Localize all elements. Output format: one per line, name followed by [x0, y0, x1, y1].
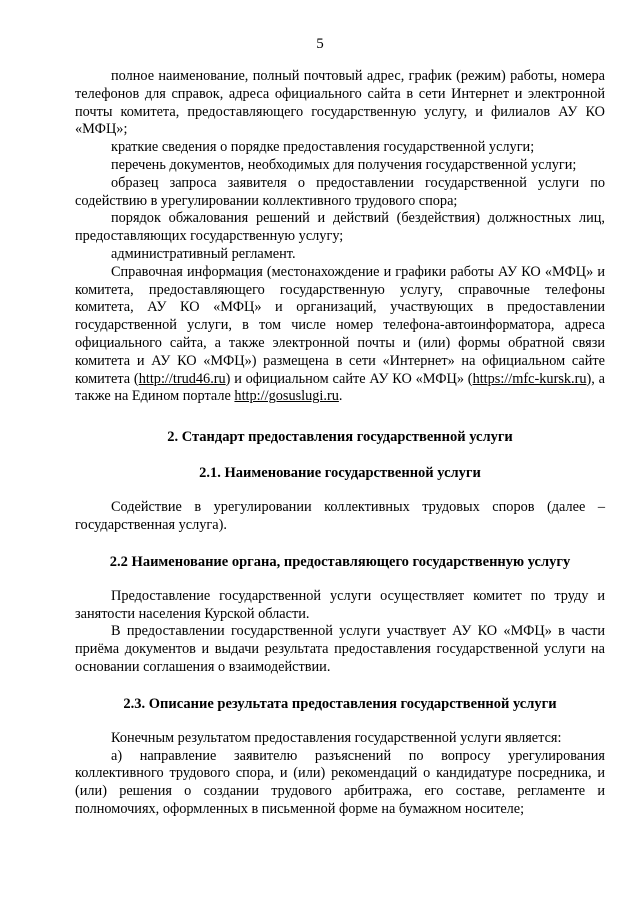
reference-paragraph: [75, 264, 605, 406]
reference-text: Справочная информация (местонахождение и графики работы АУ КО «МФЦ» и комитета, предоставляющего государственную услугу, справочные телефоны комитета, АУ КО «МФЦ» и организаций, участвующих в предоставлении государственной услуги, в том числе номер телефона-автоинформатора, адреса официального сайта, а также электронной почты и (или) формы обратной связи комитета и АУ КО «МФЦ») размещена в сети «Интернет» на официальном сайте комитета (: [75, 263, 605, 387]
section-2-1-heading: 2.1. Наименование государственной услуги: [199, 465, 481, 482]
section-2-heading: 2. Стандарт предоставления государственной услуги: [167, 429, 513, 446]
intro-paragraph: полное наименование, полный почтовый адрес, график (режим) работы, номера телефонов для справок, адреса официального сайта в сети Интернет и электронной почты комитета, предоставляющего государственную услугу, и филиалов АУ КО «МФЦ»;: [75, 68, 605, 138]
link-mfc-kursk[interactable]: https://mfc-kursk.ru: [472, 370, 587, 387]
reference-text: ), а также на Едином портале: [75, 370, 605, 405]
intro-paragraph: порядок обжалования решений и действий (бездействия) должностных лиц, предоставляющих государственную услугу;: [75, 210, 605, 245]
page-content: [75, 68, 605, 819]
section-2-2-heading: 2.2 Наименование органа, предоставляющего государственную услугу: [109, 553, 571, 570]
page-number: 5: [316, 36, 324, 52]
reference-text: .: [338, 388, 343, 405]
section-2-2-paragraph: В предоставлении государственной услуги участвует АУ КО «МФЦ» в части приёма документов и выдачи результата предоставления государственной услуги на основании соглашения о взаимодействии.: [75, 623, 605, 675]
spacer: [75, 406, 605, 428]
link-gosuslugi[interactable]: http://gosuslugi.ru: [234, 388, 339, 405]
reference-text: ) и официальном сайте АУ КО «МФЦ» (: [225, 370, 473, 387]
section-2-2-paragraph: Предоставление государственной услуги осуществляет комитет по труду и занятости населения Курской области.: [75, 587, 605, 622]
intro-paragraph: краткие сведения о порядке предоставления государственной услуги;: [111, 139, 535, 156]
intro-paragraph: перечень документов, необходимых для получения государственной услуги;: [111, 156, 577, 173]
spacer: [75, 571, 605, 588]
spacer: [75, 482, 605, 499]
link-trud46[interactable]: http://trud46.ru: [138, 370, 226, 387]
spacer: [75, 446, 605, 464]
spacer: [75, 713, 605, 730]
spacer: [75, 677, 605, 695]
intro-paragraph: образец запроса заявителя о предоставлении государственной услуги по содействию в урегулировании коллективного трудового спора;: [75, 174, 605, 209]
spacer: [75, 535, 605, 553]
section-2-3-paragraph: а) направление заявителю разъяснений по вопросу урегулирования коллективного трудового спора, и (или) рекомендаций о кандидатуре посредника, и (или) решения о создании трудового арбитража, его составе, регламенте и полномочиях, оформленных в письменной форме на бумажном носителе;: [75, 747, 605, 817]
section-2-3-paragraph: Конечным результатом предоставления государственной услуги является:: [111, 729, 562, 746]
section-2-3-heading: 2.3. Описание результата предоставления государственной услуги: [123, 695, 557, 712]
section-2-1-paragraph: Содействие в урегулировании коллективных трудовых споров (далее – государственная услуга).: [75, 499, 605, 533]
intro-paragraph: административный регламент.: [111, 245, 296, 262]
